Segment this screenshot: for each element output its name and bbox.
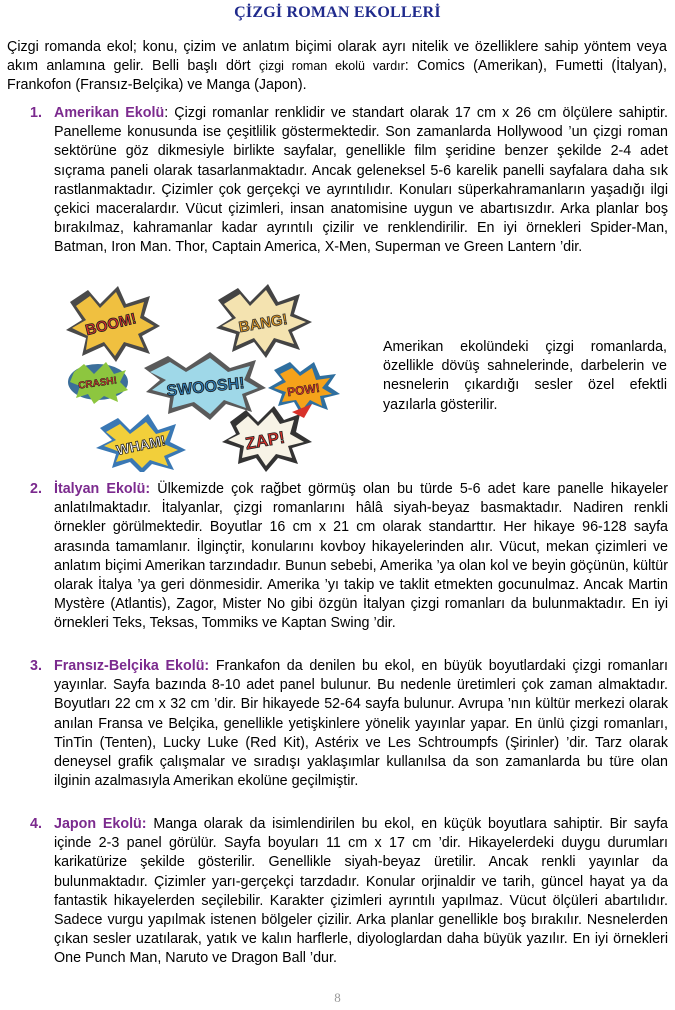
side-note: Amerikan ekolündeki çizgi romanlarda, özellikle dövüş sahnelerinde, darbelerin ve nesnelerin çıkardığı sesler özel efektli yazılarla gösterilir. [383,339,667,413]
wham-burst [96,414,186,472]
pow-text: POW! [286,380,321,400]
zap-text: ZAP! [243,427,287,454]
bang-text: BANG! [237,310,289,337]
boom-burst [66,286,160,362]
intro-paragraph [7,38,667,96]
wham-text: WHAM! [114,432,167,459]
list-item-italian [30,480,668,634]
list-heading: Fransız-Belçika Ekolü: [54,658,210,674]
list-number: 3. [30,658,42,674]
list-text: Frankafon da denilen bu ekol, en büyük boyutlardaki çizgi romanları yayınlar. Sayfa bazında 8-10 adet panel bulunur. Bu nedenle üretimleri çok zaman almaktadır. Boyutları 22 cm x 32 cm ’dir. Bir hikayede 52-64 sayfa bulunur. Avrupa ’nın kültür merkezi olarak anılan Fransa ve Belçika, genellikle yetişkinlere yönelik yayınlar yapar. En ünlü çizgi romanları, TinTin (Tenten), Lucky Luke (Red Kit), Astérix ve Les Schtroumpfs (Şirinler) ’dir. Tarz olarak deneysel grafik çalışmalar ve sıradışı yaklaşımlar kullanılsa da son zamanlarda bu türe olan ilginin azalmasıyla Amerikan ekolüne geçilmiştir. [54,658,669,790]
list-heading: Amerikan Ekolü [54,105,165,121]
bang-burst [216,284,312,358]
sound-effects-illustration [60,282,345,472]
list-item-japanese [30,815,668,969]
list-heading: İtalyan Ekolü: [54,481,151,497]
zap-burst [222,404,312,472]
intro-text-3: : Comics (Amerikan), Fumetti (İtalyan), Frankofon (Fransız-Belçika) ve Manga (Japon). [7,58,667,94]
list-text: : Çizgi romanlar renklidir ve standart olarak 17 cm x 26 cm ölçülere sahiptir. Panelleme konusunda ise çeşitlilik göstermektedir. Son zamanlarda Hollywood ’un çizgi roman sektörüne göz dikmesiyle birlikte sayfalar, genellikle film şeridine benzer şekilde 2-4 adet sıçrama paneli olarak tasarlanmaktadır. Ancak geleneksel 5-6 karelik panelli sayfalara daha sık rastlanmaktadır. Çizimler çok gerçekçi ve ayrıntılıdır. Konuları süperkahramanların yaşadığı ilgi çekici maceralardır. Vücut çizimleri, insan anatomisine uygun ve abartısızdır. Arka planlar boş bırakılmaz, kahramanlar kadar ayrıntılı çizilir ve renklendirilir. En iyi örnekleri Spider-Man, Batman, Iron Man. Thor, Captain America, X-Men, Superman ve Green Lantern ’dir. [54,105,668,256]
list-text: Manga olarak da isimlendirilen bu ekol, en küçük boyutlara sahiptir. Bir sayfa içinde 2-3 panel görülür. Sayfa boyuları 11 cm x 17 cm ’dir. Hikayelerdeki duygu durumları karikatürize şekilde gösterilir. Genellikle siyah-beyaz üretilir. Ancak renkli yayınlar da bulunmaktadır. Çizimler yarı-gerçekçi tarzdadır. Konular orjinaldir ve tarih, güncel hayat ya da fantastik hikayelerden seçilebilir. Karakter çizimleri ayrıntılı yapılmaz. Vücut ölçüleri abartılıdır. Sadece vurgu yapılmak istenen bölgeler çizilir. Arka planlar genellikle boş bırakılır. Nesnelerden çıkan sesler uzatılarak, yatık ve kalın harflerle, diyologlardan daha büyük yazılır. En iyi örnekleri One Punch Man, Naruto ve Dragon Ball ’dur. [54,816,669,967]
intro-text-2: çizgi roman ekolü vardır [258,59,405,74]
list-number: 1. [30,105,42,121]
swoosh-text: SWOOSH! [165,374,246,401]
list-item-american [30,104,668,258]
list-text: Ülkemizde çok rağbet görmüş olan bu türde 5-6 adet kare panelle hikayeler anlatılmaktadır. İtalyanlar, çizgi romanlarını hâlâ siyah-beyaz basmaktadır. Nadiren renkli örnekler görülmektedir. Boyutlar 16 cm x 21 cm olarak standarttır. Her hikaye 96-128 sayfa arasında tamamlanır. İlginçtir, konularını kovboy hikayelerinden alır. Vücut, mekan çizimleri ve anlatım biçimi Amerikan tarzındadır. Bunun sebebi, Amerika ’ya olan kol ve beyin göçünün, kültür olarak İtalya ’ya geri dönmesidir. Amerika ’yı takip ve taklit etmekten gocunulmaz. Ancak Martin Mystère (Atlantis), Zagor, Mister No gibi özgün İtalyan çizgi romanları da bulunmaktadır. En iyi örnekleri Teks, Teksas, Tommiks ve Kaptan Swing ’dir. [54,481,668,632]
intro-text-1: Çizgi romanda ekol; konu, çizim ve anlatım biçimi olarak ayrı nitelik ve özelliklere sahip yöntem veya akım anlamına gelir. Belli başlı dört [7,39,667,75]
boom-text: BOOM! [83,310,139,340]
page-number: 8 [334,990,341,1005]
list-heading: Japon Ekolü: [54,816,147,832]
list-number: 2. [30,481,42,497]
list-number: 4. [30,816,42,832]
crash-burst [68,362,128,404]
crash-text: CRASH! [77,375,118,392]
list-item-franco-belgian [30,657,668,791]
swoosh-burst [144,352,266,420]
page-title: ÇİZGİ ROMAN EKOLLERİ [234,4,441,21]
